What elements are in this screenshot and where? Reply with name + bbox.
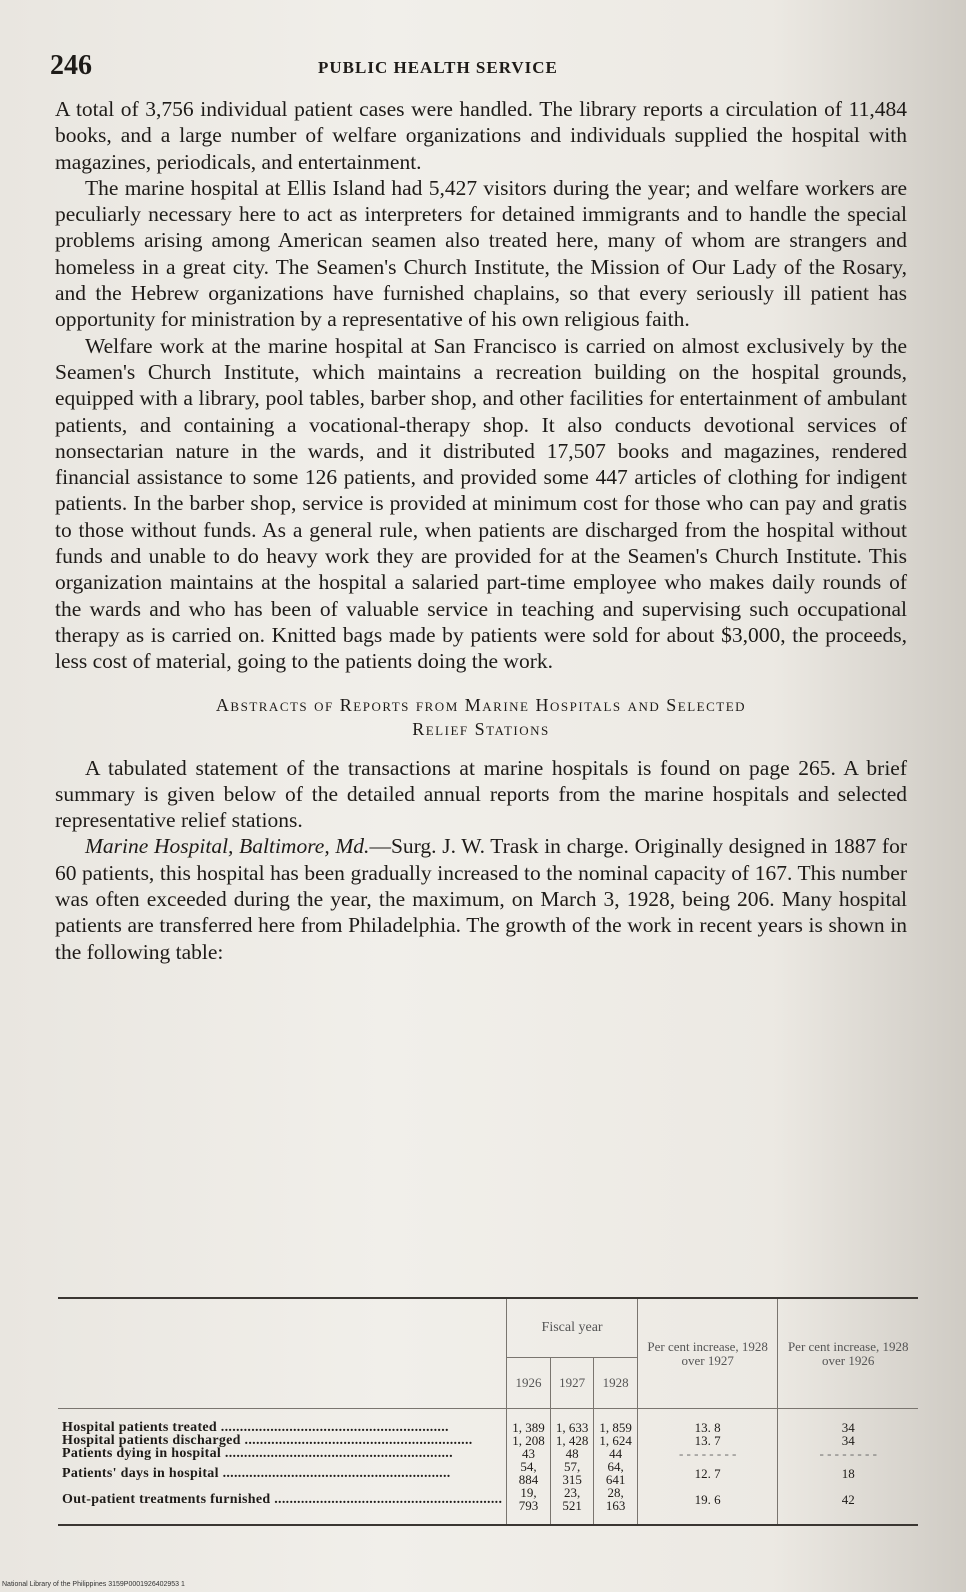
cell-1928: 1, 859	[594, 1409, 638, 1435]
section-heading	[55, 693, 907, 741]
section-heading-line-2: Relief Stations	[412, 718, 550, 739]
scan-footer: National Library of the Philippines 3159P0001926402953 1	[2, 1581, 185, 1588]
cell-pct-1927-empty: - - - - - - - -	[637, 1447, 778, 1460]
row-label: Patients dying in hospital ............................................................	[62, 1447, 453, 1460]
cell-pct-1927: 12. 7	[637, 1460, 778, 1486]
baltimore-text: —Surg. J. W. Trask in charge. Originally designed in 1887 for 60 patients, this hospital has been gradually increased to the nominal capacity of 167. This number was often exceeded during the year, the maximum, on March 3, 1928, being 206. Many hospital patients are transferred here from Philadelphia. The growth of the work in recent years is shown in the following table:	[55, 834, 907, 964]
cell-pct-1927: 19. 6	[637, 1486, 778, 1525]
cell-pct-1926: 42	[778, 1486, 918, 1525]
cell-1928: 28, 163	[594, 1486, 638, 1525]
year-header-1926: 1926	[507, 1358, 551, 1409]
cell-pct-1926-empty: - - - - - - - -	[778, 1447, 918, 1460]
table-row	[58, 1434, 918, 1447]
cell-1928: 64, 641	[594, 1460, 638, 1486]
cell-pct-1926: 34	[778, 1434, 918, 1447]
table-corner	[58, 1298, 507, 1409]
table-row	[58, 1409, 918, 1435]
cell-1927: 48	[550, 1447, 594, 1460]
cell-pct-1927: 13. 8	[637, 1409, 778, 1435]
body-text	[55, 96, 907, 965]
row-label: Hospital patients discharged ............................................................	[62, 1434, 473, 1447]
cell-1926: 54, 884	[507, 1460, 551, 1486]
pct-1927-header: Per cent increase, 1928 over 1927	[637, 1298, 778, 1409]
running-head	[50, 50, 920, 86]
paragraph-abstracts-intro: A tabulated statement of the transactions at marine hospitals is found on page 265. A brief summary is given below of the detailed annual reports from the marine hospitals and selected representative relief stations.	[55, 755, 907, 833]
cell-pct-1926: 18	[778, 1460, 918, 1486]
paragraph-san-francisco: Welfare work at the marine hospital at San Francisco is carried on almost exclusively by the Seamen's Church Institute, which maintains a recreation building on the hospital grounds, equipped with a library, pool tables, barber shop, and other facilities for entertainment of ambulant patients, and containing a vocational-therapy shop. It also conducts devotional services of nonsectarian nature in the wards, and it distributed 17,507 books and magazines, rendered financial assistance to some 126 patients, and provided some 447 articles of clothing for indigent patients. In the barber shop, service is provided at minimum cost for those who can pay and gratis to those without funds. As a general rule, when patients are discharged from the hospital without funds and unable to do heavy work they are provided for at the Seamen's Church Institute. This organization maintains at the hospital a salaried part-time employee who makes daily rounds of the wards and who has been of valuable service in teaching and supervising such occupational therapy as is carried on. Knitted bags made by patients were sold for about $3,000, the proceeds, less cost of material, going to the patients doing the work.	[55, 333, 907, 674]
cell-1926: 1, 389	[507, 1409, 551, 1435]
statistics-table-wrap	[58, 1297, 918, 1526]
cell-1926: 43	[507, 1447, 551, 1460]
cell-1928: 44	[594, 1447, 638, 1460]
statistics-table	[58, 1297, 918, 1526]
cell-1927: 1, 428	[550, 1434, 594, 1447]
running-head-title: PUBLIC HEALTH SERVICE	[318, 58, 558, 77]
table-row	[58, 1460, 918, 1486]
paragraph-ellis-island: The marine hospital at Ellis Island had 5,427 visitors during the year; and welfare workers are peculiarly necessary here to act as interpreters for detained immigrants and to handle the special problems arising among American seamen also treated here, many of whom are strangers and homeless in a great city. The Seamen's Church Institute, the Mission of Our Lady of the Rosary, and the Hebrew organizations have furnished chaplains, so that every seriously ill patient has opportunity for ministration by a representative of his own religious faith.	[55, 175, 907, 332]
year-header-1927: 1927	[550, 1358, 594, 1409]
page-number: 246	[50, 50, 92, 81]
cell-pct-1926: 34	[778, 1409, 918, 1435]
cell-1926: 1, 208	[507, 1434, 551, 1447]
table-row	[58, 1486, 918, 1525]
cell-1927: 1, 633	[550, 1409, 594, 1435]
baltimore-heading: Marine Hospital, Baltimore, Md.	[85, 834, 370, 859]
pct-1926-header: Per cent increase, 1928 over 1926	[778, 1298, 918, 1409]
cell-1928: 1, 624	[594, 1434, 638, 1447]
row-label: Hospital patients treated ............................................................	[58, 1409, 507, 1435]
cell-1927: 57, 315	[550, 1460, 594, 1486]
cell-1927: 23, 521	[550, 1486, 594, 1525]
table-row	[58, 1447, 918, 1460]
fiscal-year-header: Fiscal year	[507, 1298, 638, 1358]
paragraph-library: A total of 3,756 individual patient cases were handled. The library reports a circulation of 11,484 books, and a large number of welfare organizations and individuals supplied the hospital with magazines, periodicals, and entertainment.	[55, 97, 907, 174]
cell-pct-1927: 13. 7	[637, 1434, 778, 1447]
cell-1926: 19, 793	[507, 1486, 551, 1525]
section-heading-line-1: Abstracts of Reports from Marine Hospitals and Selected	[215, 694, 747, 715]
row-label: Out-patient treatments furnished ............................................................	[62, 1491, 503, 1507]
year-header-1928: 1928	[594, 1358, 638, 1409]
paragraph-baltimore	[55, 833, 907, 964]
row-label: Patients' days in hospital ............................................................	[62, 1465, 451, 1481]
